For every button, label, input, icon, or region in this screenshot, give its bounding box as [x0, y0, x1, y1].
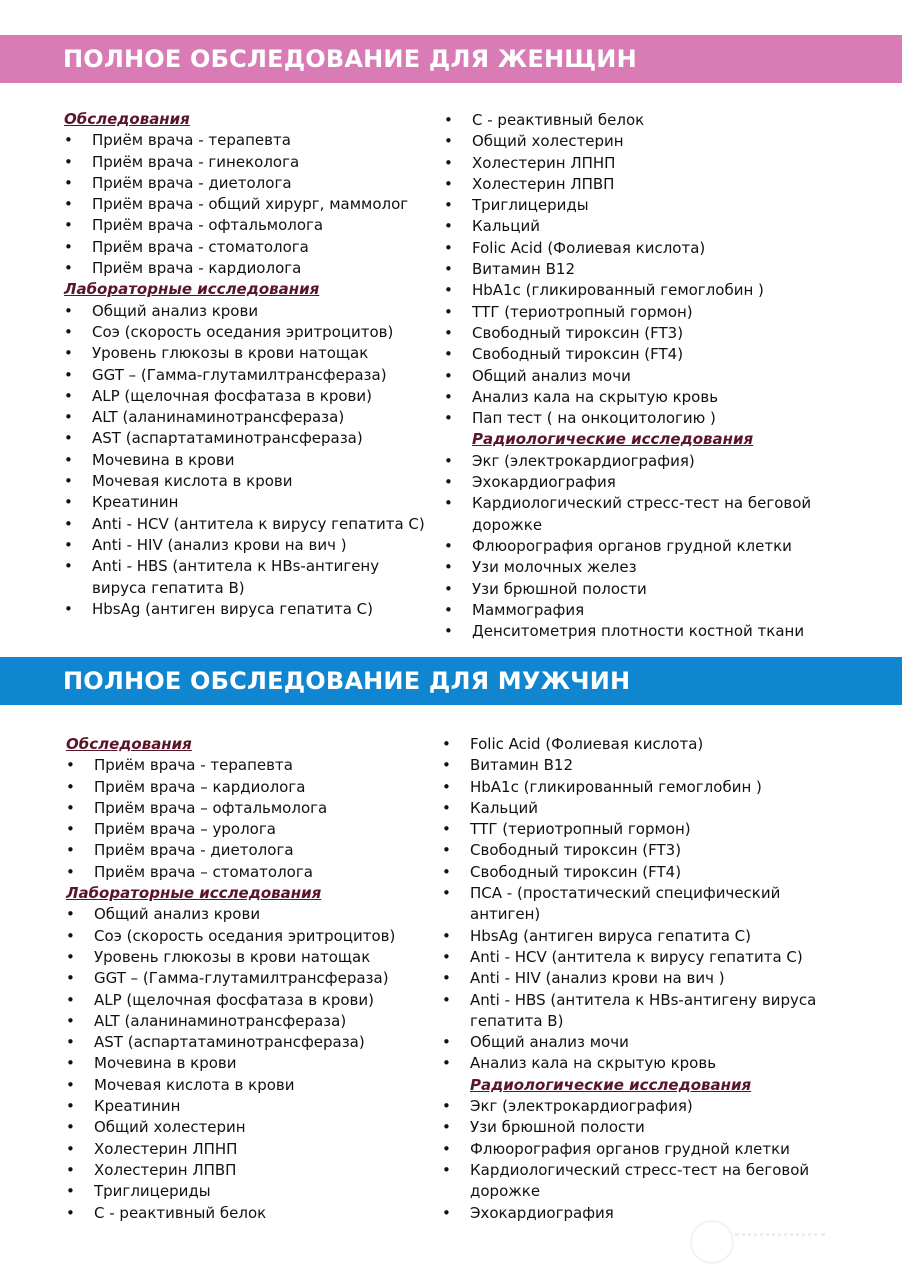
list-item: • Холестерин ЛПНП	[66, 1139, 436, 1160]
list-item: • Folic Acid (Фолиевая кислота)	[442, 734, 822, 755]
list-item: • Холестерин ЛПВП	[444, 174, 824, 195]
list-item: • Anti - HBS (антитела к HBs-антигену вируса гепатита B)	[64, 556, 434, 599]
list-item: • Мочевина в крови	[66, 1053, 436, 1074]
list-item: • GGT – (Гамма-глутамилтрансфераза)	[66, 968, 436, 989]
list-item: • Anti - HCV (антитела к вирусу гепатита C)	[64, 514, 434, 535]
list-item: • Кардиологический стресс-тест на беговой дорожке	[442, 1160, 822, 1203]
list-item: • Уровень глюкозы в крови натощак	[64, 343, 434, 364]
list-item: • Приём врача - гинеколога	[64, 152, 434, 173]
list-item: • HbA1c (гликированный гемоглобин )	[444, 280, 824, 301]
list-item: • Креатинин	[64, 492, 434, 513]
men-exams-list	[66, 755, 436, 883]
list-item: • AST (аспартатаминотрансфераза)	[66, 1032, 436, 1053]
list-item: • Общий анализ мочи	[442, 1032, 822, 1053]
men-right-column	[442, 734, 822, 1224]
watermark-text	[735, 1233, 825, 1246]
list-item: • Кальций	[442, 798, 822, 819]
list-item: • ALT (аланинаминотрансфераза)	[64, 407, 434, 428]
list-item: • Приём врача - терапевта	[66, 755, 436, 776]
list-item: • Триглицериды	[66, 1181, 436, 1202]
list-item: • HbsAg (антиген вируса гепатита C)	[442, 926, 822, 947]
list-item: • Флюорография органов грудной клетки	[444, 536, 824, 557]
list-item: • Пап тест ( на онкоцитологию )	[444, 408, 824, 429]
list-item: • ПСА - (простатический специфический антиген)	[442, 883, 822, 926]
list-item: • Витамин B12	[444, 259, 824, 280]
women-lab-heading: Лабораторные исследования	[64, 280, 320, 299]
list-item: • Анализ кала на скрытую кровь	[444, 387, 824, 408]
list-item: • Денситометрия плотности костной ткани	[444, 621, 824, 642]
list-item: • Мочевая кислота в крови	[64, 471, 434, 492]
men-section-title: ПОЛНОЕ ОБСЛЕДОВАНИЕ ДЛЯ МУЖЧИН	[63, 667, 631, 695]
list-item: • Креатинин	[66, 1096, 436, 1117]
list-item: • ТТГ (териотропный гормон)	[444, 302, 824, 323]
list-item: • ALP (щелочная фосфатаза в крови)	[66, 990, 436, 1011]
list-item: • AST (аспартатаминотрансфераза)	[64, 428, 434, 449]
list-item: • Приём врача – офтальмолога	[66, 798, 436, 819]
list-item: • С - реактивный белок	[444, 110, 824, 131]
list-item: • Свободный тироксин (FT4)	[444, 344, 824, 365]
women-left-column	[64, 109, 434, 620]
list-item: • Узи брюшной полости	[444, 579, 824, 600]
list-item: • Приём врача – кардиолога	[66, 777, 436, 798]
women-radiology-heading: Радиологические исследования	[472, 430, 754, 449]
list-item: • Anti - HBS (антитела к HBs-антигену вируса гепатита B)	[442, 990, 822, 1033]
list-item: • Приём врача - кардиолога	[64, 258, 434, 279]
list-item: • Folic Acid (Фолиевая кислота)	[444, 238, 824, 259]
list-item: • Приём врача - терапевта	[64, 130, 434, 151]
women-section-title: ПОЛНОЕ ОБСЛЕДОВАНИЕ ДЛЯ ЖЕНЩИН	[63, 45, 637, 73]
women-exams-list	[64, 130, 434, 279]
women-labs-list	[64, 301, 434, 620]
list-item: • Эхокардиография	[444, 472, 824, 493]
list-item: • Узи молочных желез	[444, 557, 824, 578]
list-item: • Свободный тироксин (FT4)	[442, 862, 822, 883]
list-item: • Мочевина в крови	[64, 450, 434, 471]
list-item: • Мочевая кислота в крови	[66, 1075, 436, 1096]
list-item: • ТТГ (териотропный гормон)	[442, 819, 822, 840]
list-item: • Приём врача – стоматолога	[66, 862, 436, 883]
list-item: • HbsAg (антиген вируса гепатита C)	[64, 599, 434, 620]
list-item: • Холестерин ЛПВП	[66, 1160, 436, 1181]
list-item: • Общий анализ крови	[64, 301, 434, 322]
list-item: • Anti - HIV (анализ крови на вич )	[442, 968, 822, 989]
list-item: • Приём врача – уролога	[66, 819, 436, 840]
list-item: • Anti - HCV (антитела к вирусу гепатита C)	[442, 947, 822, 968]
men-left-column	[66, 734, 436, 1224]
list-item: • Приём врача - диетолога	[64, 173, 434, 194]
men-section-banner	[0, 657, 902, 705]
women-labs-continued-list	[444, 110, 824, 429]
women-exams-heading: Обследования	[64, 110, 190, 128]
list-item: • Холестерин ЛПНП	[444, 153, 824, 174]
list-item: • Общий анализ крови	[66, 904, 436, 925]
list-item: • Соэ (скорость оседания эритроцитов)	[66, 926, 436, 947]
list-item: • С - реактивный белок	[66, 1203, 436, 1224]
list-item: • Эхокардиография	[442, 1203, 822, 1224]
list-item: • Приём врача - общий хирург, маммолог	[64, 194, 434, 215]
list-item: • Приём врача - диетолога	[66, 840, 436, 861]
list-item: • ALP (щелочная фосфатаза в крови)	[64, 386, 434, 407]
men-lab-heading: Лабораторные исследования	[66, 884, 322, 903]
list-item: • Кальций	[444, 216, 824, 237]
men-labs-continued-list	[442, 734, 822, 1075]
list-item: • Узи брюшной полости	[442, 1117, 822, 1138]
list-item: • Общий холестерин	[66, 1117, 436, 1138]
women-right-column	[444, 110, 824, 642]
women-radiology-list	[444, 451, 824, 643]
list-item: • Флюорография органов грудной клетки	[442, 1139, 822, 1160]
list-item: • Экг (электрокардиография)	[444, 451, 824, 472]
list-item: • Витамин B12	[442, 755, 822, 776]
list-item: • Триглицериды	[444, 195, 824, 216]
list-item: • Свободный тироксин (FT3)	[444, 323, 824, 344]
list-item: • ALT (аланинаминотрансфераза)	[66, 1011, 436, 1032]
list-item: • HbA1c (гликированный гемоглобин )	[442, 777, 822, 798]
men-radiology-list	[442, 1096, 822, 1224]
list-item: • Экг (электрокардиография)	[442, 1096, 822, 1117]
list-item: • Анализ кала на скрытую кровь	[442, 1053, 822, 1074]
men-exams-heading: Обследования	[66, 735, 192, 753]
list-item: • Общий холестерин	[444, 131, 824, 152]
list-item: • Anti - HIV (анализ крови на вич )	[64, 535, 434, 556]
list-item: • Уровень глюкозы в крови натощак	[66, 947, 436, 968]
list-item: • Общий анализ мочи	[444, 366, 824, 387]
watermark-logo-icon	[690, 1220, 734, 1264]
list-item: • Соэ (скорость оседания эритроцитов)	[64, 322, 434, 343]
men-labs-list	[66, 904, 436, 1223]
men-radiology-heading: Радиологические исследования	[470, 1075, 752, 1094]
list-item: • Маммография	[444, 600, 824, 621]
list-item: • Свободный тироксин (FT3)	[442, 840, 822, 861]
women-section-banner	[0, 35, 902, 83]
list-item: • Кардиологический стресс-тест на беговой дорожке	[444, 493, 824, 536]
list-item: • GGT – (Гамма-глутамилтрансфераза)	[64, 365, 434, 386]
list-item: • Приём врача - офтальмолога	[64, 215, 434, 236]
list-item: • Приём врача - стоматолога	[64, 237, 434, 258]
